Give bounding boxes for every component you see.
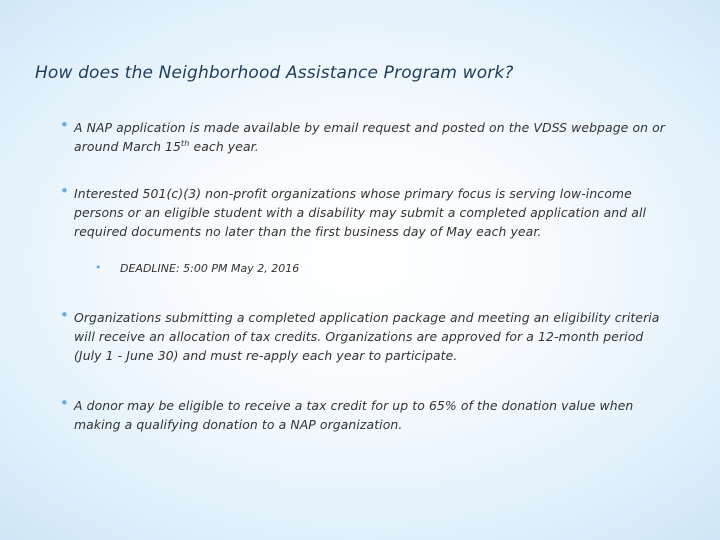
bullet-item-application xyxy=(60,118,665,156)
sub-bullet-icon: • xyxy=(95,261,102,274)
bullet-item-eligibility xyxy=(60,184,665,241)
deadline-text: DEADLINE: 5:00 PM May 2, 2016 xyxy=(120,262,300,275)
bullet-text: A donor may be eligible to receive a tax credit for up to 65% of the donation value when making a qualifying donation to a NAP organization. xyxy=(74,398,634,432)
bullet-icon: • xyxy=(60,116,69,134)
sub-bullet-deadline xyxy=(95,262,299,275)
bullet-text xyxy=(74,118,665,156)
ordinal-suffix: th xyxy=(181,138,190,148)
bullet-icon: • xyxy=(60,306,69,324)
bullet-text: Organizations submitting a completed application package and meeting an eligibility criteria will receive an allocation of tax credits. Organizations are approved for a 12-month period (July 1 - June 30) and must re-apply each year to participate. xyxy=(74,310,660,363)
bullet-icon: • xyxy=(60,394,69,412)
slide-title: How does the Neighborhood Assistance Program work? xyxy=(35,63,514,83)
bullet-text-main: A NAP application is made available by email request and posted on the VDSS webpage on or around March 15 xyxy=(74,120,665,154)
bullet-item-donor xyxy=(60,396,665,434)
bullet-text-end: each year. xyxy=(189,139,259,154)
bullet-text: Interested 501(c)(3) non-profit organizations whose primary focus is serving low-income persons or an eligible student with a disability may submit a completed application and all required documents no later than the first business day of May each year. xyxy=(74,186,647,239)
bullet-item-allocation xyxy=(60,308,665,365)
bullet-icon: • xyxy=(60,182,69,200)
